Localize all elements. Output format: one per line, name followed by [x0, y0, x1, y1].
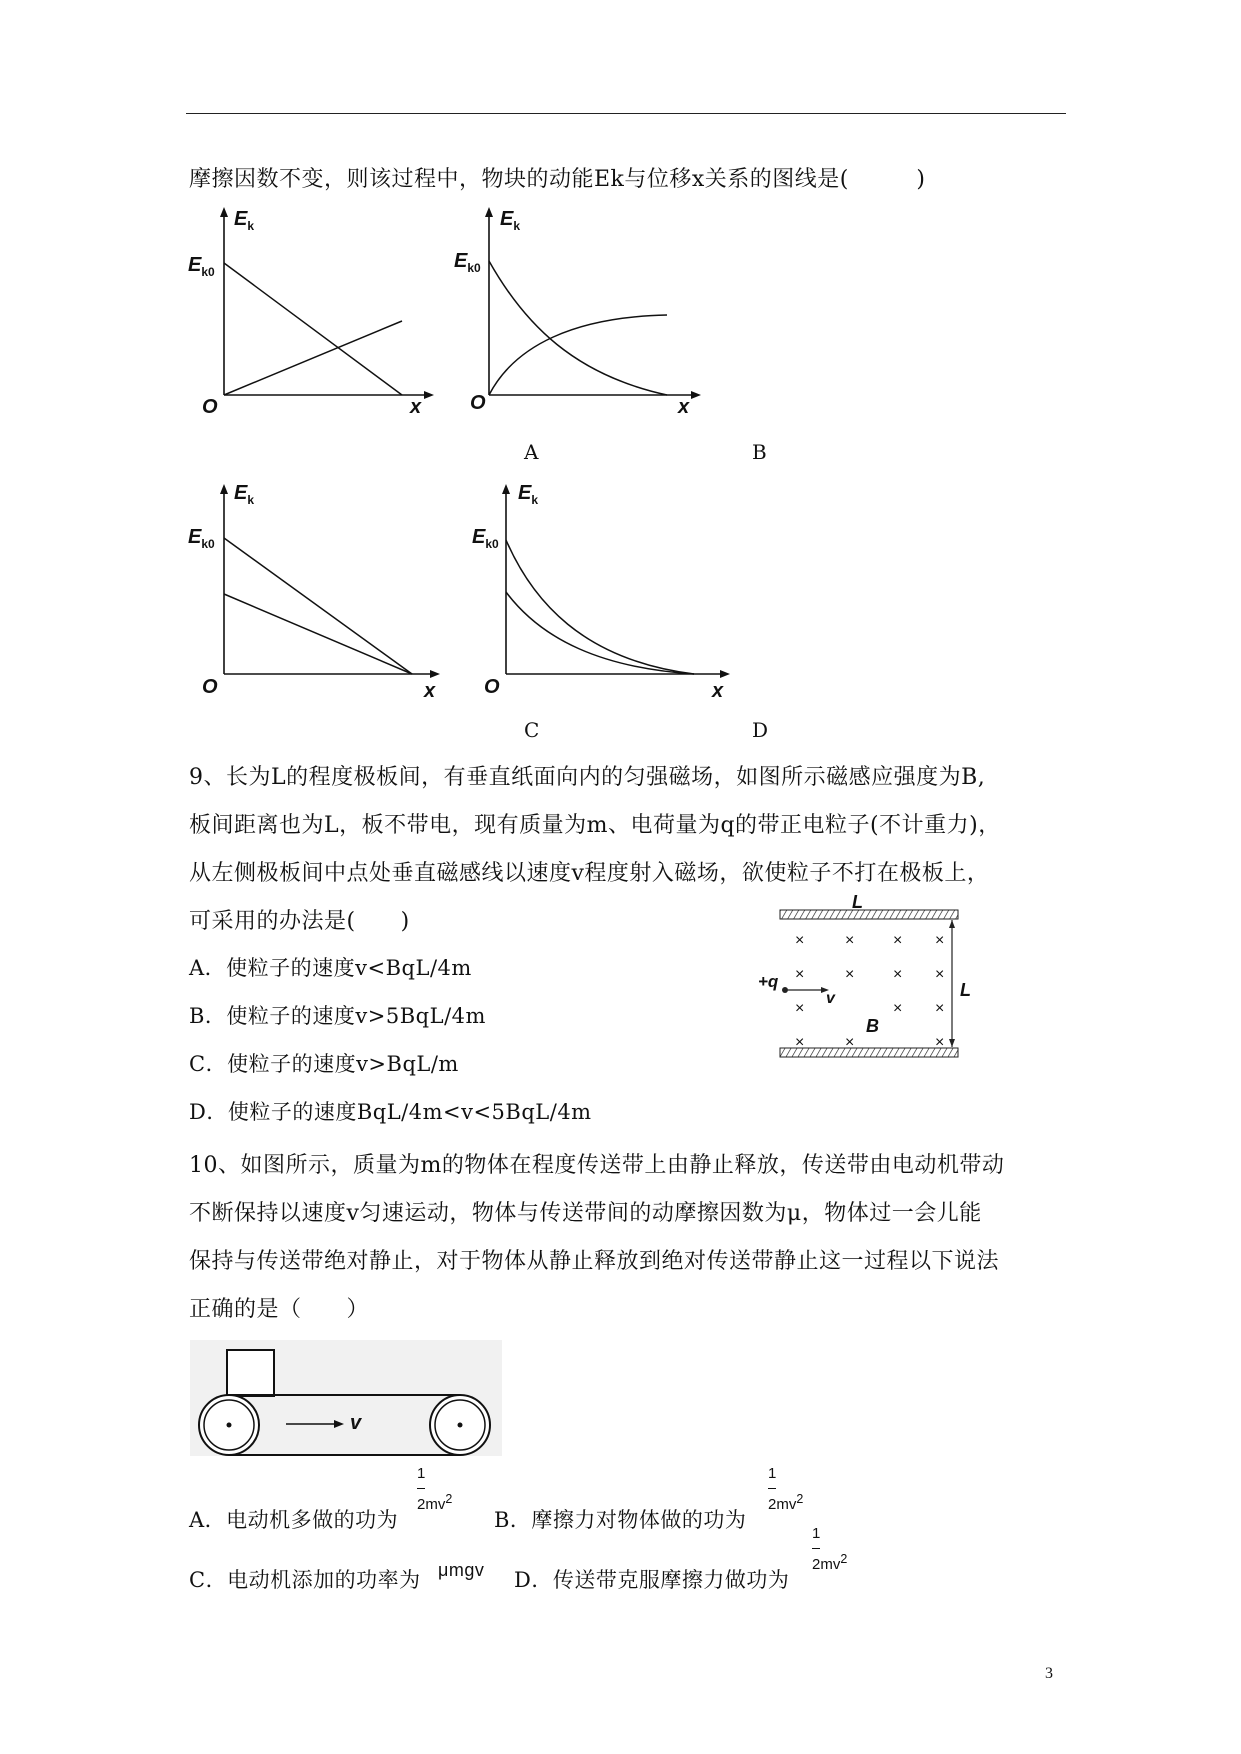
graph-a	[180, 205, 440, 425]
header-rule	[186, 113, 1066, 114]
q10-line3: 保持与传送带绝对静止，对于物体从静止释放到绝对传送带静止这一过程以下说法	[189, 1249, 1000, 1274]
q9-line3: 从左侧极板间中点处垂直磁感线以速度v程度射入磁场，欲使粒子不打在极板上，	[189, 861, 990, 886]
q8-stem: 摩擦因数不变，则该过程中，物块的动能Ek与位移x关系的图线是( )	[189, 167, 926, 192]
q9-line4: 可采用的办法是( )	[189, 909, 410, 934]
q10-option-d-fraction: 1 $2mv^2$	[812, 1525, 848, 1573]
q10-option-d: D．传送带克服摩擦力做功为	[514, 1568, 790, 1592]
q9-option-d: D．使粒子的速度BqL/4m<v<5BqL/4m	[189, 1100, 592, 1124]
page-number: 3	[1045, 1665, 1053, 1682]
conveyor-belt-figure	[190, 1340, 502, 1456]
q10-option-b: B．摩擦力对物体做的功为	[494, 1508, 747, 1532]
q10-line2: 不断保持以速度v匀速运动，物体与传送带间的动摩擦因数为μ，物体过一会儿能	[189, 1201, 982, 1226]
field-cross: ×	[845, 966, 855, 983]
q10-option-c: C．电动机添加的功率为	[189, 1568, 421, 1592]
field-cross: ×	[845, 1034, 855, 1051]
q10-option-a-fraction: 1 $2mv^2$	[417, 1465, 453, 1513]
field-cross: ×	[795, 1034, 805, 1051]
q9-option-c: C．使粒子的速度v>BqL/m	[189, 1052, 459, 1076]
q10-line4: 正确的是（ ）	[189, 1297, 370, 1322]
magnetic-field-figure	[755, 902, 965, 1062]
q10-line1: 10、如图所示，质量为m的物体在程度传送带上由静止释放，传送带由电动机带动	[189, 1153, 1005, 1178]
field-cross: ×	[935, 1000, 945, 1017]
field-cross: ×	[935, 1034, 945, 1051]
field-cross: ×	[795, 932, 805, 949]
q9-line1: 9、长为L的程度极板间，有垂直纸面向内的匀强磁场，如图所示磁感应强度为B,	[189, 765, 986, 790]
q9-line2: 板间距离也为L，板不带电，现有质量为m、电荷量为q的带正电粒子(不计重力)，	[189, 813, 1001, 838]
field-cross: ×	[845, 932, 855, 949]
field-cross: ×	[795, 1000, 805, 1017]
q10-option-b-fraction: 1 $2mv^2$	[768, 1465, 804, 1513]
q9-option-a: A．使粒子的速度v<BqL/4m	[189, 956, 472, 980]
graph-d	[462, 480, 742, 690]
option-c-label: C	[524, 718, 540, 742]
field-cross: ×	[893, 966, 903, 983]
field-cross: ×	[935, 932, 945, 949]
field-cross: ×	[795, 966, 805, 983]
option-a-label: A	[524, 440, 539, 464]
graph-c	[180, 480, 450, 690]
option-d-label: D	[752, 718, 769, 742]
q10-option-a: A．电动机多做的功为	[189, 1508, 399, 1532]
field-cross: ×	[893, 1000, 903, 1017]
field-cross: ×	[935, 966, 945, 983]
q10-option-c-value: μmgv	[438, 1560, 485, 1580]
field-cross: ×	[893, 932, 903, 949]
option-b-label: B	[752, 440, 768, 464]
q9-option-b: B．使粒子的速度v>5BqL/4m	[189, 1004, 486, 1028]
